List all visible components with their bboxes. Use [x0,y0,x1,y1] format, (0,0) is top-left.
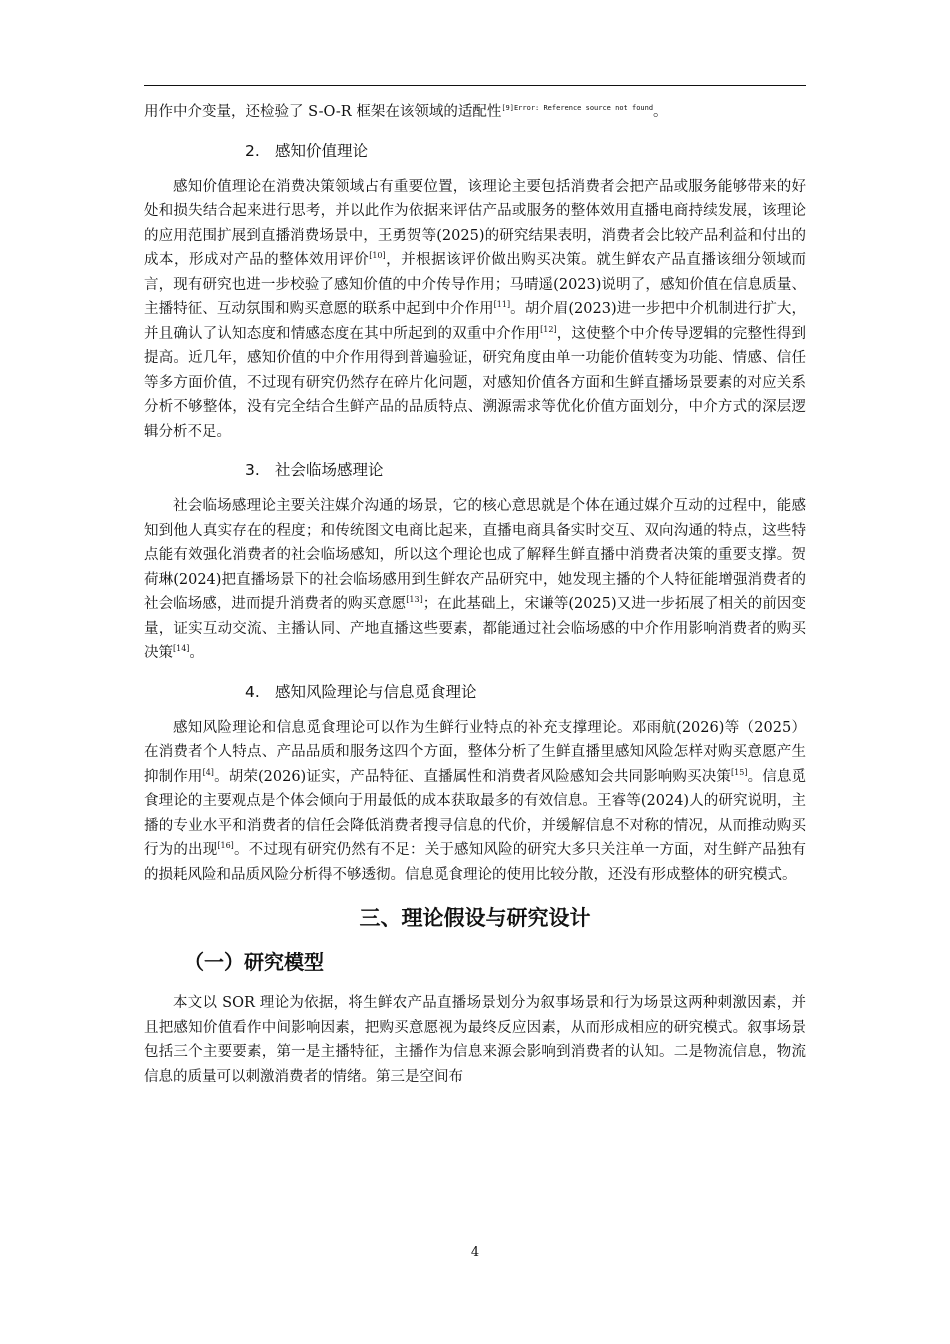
subheading-number: 2. [245,141,260,160]
paragraph-text: 。信息觅食理论的主要观点是个体会倾向于用最低的成本获取最多的有效信息。王睿等(2024)人的研究说明，主播的专业水平和消费者的信任会降低消费者搜寻信息的代价，并缓解信息不对称的情况，从而推动购买行为的出现 [144,768,807,858]
subheading-number: 4. [245,682,260,701]
paragraph-text: ，并根据该评价做出购买决策。就生鲜农产品直播该细分领域而言，现有研究也进一步校验了感知价值的中介传导作用；马晴遥(2023)说明了，感知价值在信息质量、主播特征、互动氛围和购买意愿的联系中起到中介作用 [144,252,806,317]
paragraph-perceived-value [144,175,806,445]
header-rule [144,85,806,86]
citation: [15] [731,767,748,777]
paragraph-text: 感知价值理论在消费决策领域占有重要位置，该理论主要包括消费者会把产品或服务能够带来的好处和损失结合起来进行思考，并以此作为依据来评估产品或服务的整体效用直播电商持续发展，该理论的应用范围扩展到直播消费场景中，王勇贺等(2025)的研究结果表明，消费者会比较产品利益和付出的成本，形成对产品的整体效用评价 [144,178,806,268]
page-content [144,100,806,1089]
paragraph-text: 。不过现有研究仍然有不足：关于感知风险的研究大多只关注单一方面，对生鲜产品独有的损耗风险和品质风险分析得不够透彻。信息觅食理论的使用比较分散，还没有形成整体的研究模式。 [144,842,807,883]
paragraph-social-presence [144,494,806,666]
paragraph-text: 。胡介眉(2023)进一步把中介机制进行扩大，并且确认了认知态度和情感态度在其中所起到的双重中介作用 [144,301,807,342]
subheading-perceived-risk [144,681,806,703]
paragraph-text: 感知风险理论和信息觅食理论可以作为生鲜行业特点的补充支撑理论。邓雨航(2026)等（2025）在消费者个人特点、产品品质和服务这四个方面，整体分析了生鲜直播里感知风险怎样对购买意愿产生抑制作用 [144,719,806,785]
subheading-title: 感知价值理论 [275,141,369,160]
paragraph-text: ，这使整个中介传导逻辑的完整性得到提高。近几年，感知价值的中介作用得到普遍验证，研究角度由单一功能价值转变为功能、情感、信任等多方面价值，不过现有研究仍然存在碎片化问题，对感知价值各方面和生鲜直播场景要素的对应关系分析不够整体，没有完全结合生鲜产品的品质特点、溯源需求等优化价值方面划分，中介方式的深层逻辑分析不足。 [144,325,807,440]
intro-paragraph [144,100,806,125]
subheading-title: 感知风险理论与信息觅食理论 [275,682,477,701]
paragraph-perceived-risk [144,716,806,888]
paragraph-text: 。胡荣(2026)证实，产品特征、直播属性和消费者风险感知会共同影响购买决策 [213,768,732,785]
citation-error: [9]Error: Reference source not found [501,104,654,112]
subheading-social-presence [144,459,806,481]
citation: [16] [217,841,234,850]
citation: [12] [540,324,557,334]
citation: [4] [202,767,214,777]
citation: [10] [369,251,386,260]
paragraph-text: 。 [189,645,204,661]
section-title-research-model: （一）研究模型 [184,950,324,974]
subheading-title: 社会临场感理论 [275,461,384,479]
subheading-number: 3. [245,461,260,479]
citation: [14] [173,644,190,653]
paragraph-research-model [144,991,806,1089]
paragraph-text: 本文以 SOR 理论为依据，将生鲜农产品直播场景划分为叙事场景和行为场景这两种刺激因素，并且把感知价值看作中间影响因素，把购买意愿视为最终反应因素，从而形成相应的研究模式。叙事场景包括三个主要要素，第一是主播特征，主播作为信息来源会影响到消费者的认知。二是物流信息，物流信息的质量可以刺激消费者的情绪。第三是空间布 [144,995,806,1085]
chapter-title: 三、理论假设与研究设计 [359,906,591,930]
citation: [13] [406,595,423,604]
citation: [11] [493,300,511,309]
paragraph-text: 用作中介变量，还检验了 S-O-R 框架在该领域的适配性 [144,104,502,120]
paragraph-text: 社会临场感理论主要关注媒介沟通的场景，它的核心意思就是个体在通过媒介互动的过程中，能感知到他人真实存在的程度；和传统图文电商比起来，直播电商具备实时交互、双向沟通的特点，这些特点能有效强化消费者的社会临场感知，所以这个理论也成了解释生鲜直播中消费者决策的重要支撑。贺荷琳(2024)把直播场景下的社会临场感用到生鲜农产品研究中，她发现主播的个人特征能增强消费者的社会临场感，进而提升消费者的购买意愿 [144,498,806,612]
paragraph-text: ；在此基础上，宋谦等(2025)又进一步拓展了相关的前因变量，证实互动交流、主播认同、产地直播这些要素，都能通过社会临场感的中介作用影响消费者的购买决策 [144,596,807,661]
paragraph-text: 。 [653,104,668,120]
subheading-perceived-value [144,140,806,162]
page-number: 4 [470,1245,480,1260]
